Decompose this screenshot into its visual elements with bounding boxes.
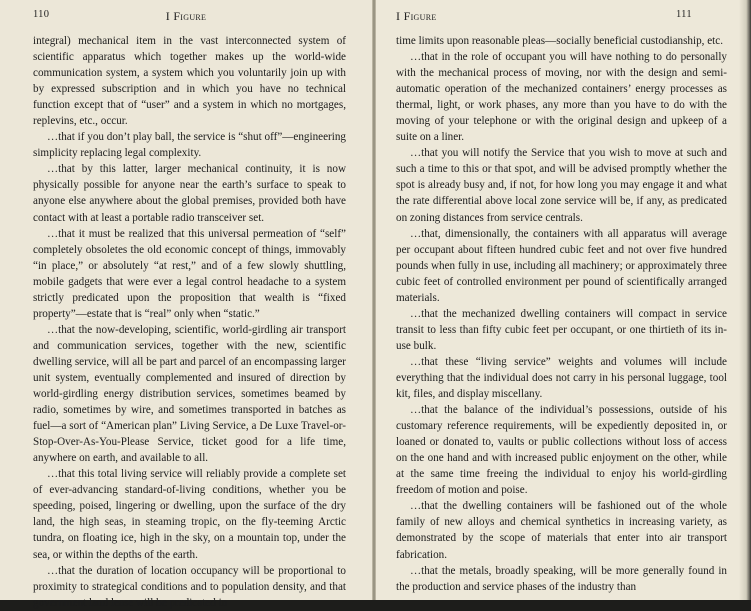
paragraph: …that, dimensionally, the containers with all apparatus will average per occupant about fifteen hundred cubic feet and not over five hundred pounds when fully in use, including all machinery; or approximately three cubic feet of controlled environment per pound of scientifically arranged materials. bbox=[396, 227, 727, 304]
page-edge-shadow bbox=[739, 0, 751, 600]
paragraph: …that the dwelling containers will be fashioned out of the whole family of new alloys and chemical synthetics in increasing variety, as demonstrated by the scope of materials that enter into air transport fabrication. bbox=[396, 500, 727, 561]
left-page-body bbox=[33, 33, 346, 611]
paragraph: …that the metals, broadly speaking, will be more generally found in the production and service phases of the industry than bbox=[396, 564, 727, 593]
left-page-number: 110 bbox=[33, 9, 50, 20]
paragraph: …that you will notify the Service that you wish to move at such and such a time to this or that spot, and will be advised promptly whether the spot is already busy and, if not, for how long you may engage it and what the rate differential above local zone service will be, if any, as predicated on zoning distances from service centrals. bbox=[396, 147, 727, 224]
paragraph: integral) mechanical item in the vast interconnected system of scientific apparatus which together makes up the world-wide communication system, a system which you voluntarily join up with by expressed subscription and in which you have no technical function except that of “user” and a system in which no mortgages, replevins, etc., occur. bbox=[33, 35, 346, 128]
right-page-number: 111 bbox=[676, 9, 692, 20]
left-page bbox=[0, 0, 372, 609]
right-page-body bbox=[396, 33, 727, 595]
right-page bbox=[376, 0, 751, 600]
paragraph: …that the now-developing, scientific, world-girdling air transport and communication services, together with the new, scientific dwelling service, will all be part and parcel of an encompassing larger unit system, eventually complemented and insured of direction by world-girdling energy distribution services, sometimes beamed by radio, sometimes by wire, and sometimes transported in batches as fuel—a sort of “American plan” Living Service, a De Luxe Travel-or-Stop-Over-As-You-Please Service, ticket good for a life time, anywhere on earth, and available to all. bbox=[33, 323, 346, 465]
paragraph: …that it must be realized that this universal permeation of “self” completely obsoletes the old economic concept of things, immovably “in place,” or absolutely “at rest,” and of a few slowly shuttling, mobile gadgets that were ever a legal control headache to a system strictly predicated upon the proposition that wealth is “fixed property”—estate that is “real” only when “static.” bbox=[33, 227, 346, 320]
paragraph: …that the mechanized dwelling containers will compact in service transit to less than fifty cubic feet per occupant, or one thirtieth of its in-use bulk. bbox=[396, 307, 727, 352]
paragraph: …that by this latter, larger mechanical continuity, it is now physically possible for anyone near the earth’s surface to speak to anyone else anywhere about the global premises, provided both have contact with at least a portable radio transceiver set. bbox=[33, 163, 346, 224]
paragraph: …that in the role of occupant you will have nothing to do personally with the mechanical process of moving, nor with the design and semi-automatic operation of the mechanized containers’ energy processes as thermal, light, or work phases, any more than you have to do with the moving of your telephone or with the original design and upkeep of a suite on a liner. bbox=[396, 51, 727, 144]
left-running-head: I Figure bbox=[165, 9, 207, 23]
paragraph: …that the balance of the individual’s possessions, outside of his customary reference requirements, will be expediently deposited in, or loaned or donated to, vaults or public collections without loss of access on the one hand and with increased public enjoyment on the other, while at the same time freeing the individual to enjoy his world-girdling freedom of motion and poise. bbox=[396, 404, 727, 497]
paragraph: …that these “living service” weights and volumes will include everything that the individual does not carry in his personal luggage, tool kit, files, and display miscellany. bbox=[396, 355, 727, 401]
paragraph: …that this total living service will reliably provide a complete set of ever-advancing standard-of-living conditions, whether you be speeding, poised, lingering or dwelling, upon the surface of the dry land, the high seas, in steaming tropic, on the fly-teeming Arctic tundra, on floating ice, high in the sky, on a mountain top, under the sea, or within the depths of the earth. bbox=[33, 468, 346, 561]
paragraph: …that the duration of location occupancy will be proportional to proximity to strategical conditions and to population density, and that government land lease will be predicated in bbox=[33, 564, 346, 609]
right-running-head: I Figure bbox=[396, 9, 437, 23]
paragraph: …that if you don’t play ball, the service is “shut off”—engineering simplicity replacing legal complexity. bbox=[33, 131, 346, 160]
paragraph: time limits upon reasonable pleas—socially beneficial custodianship, etc. bbox=[396, 35, 724, 47]
